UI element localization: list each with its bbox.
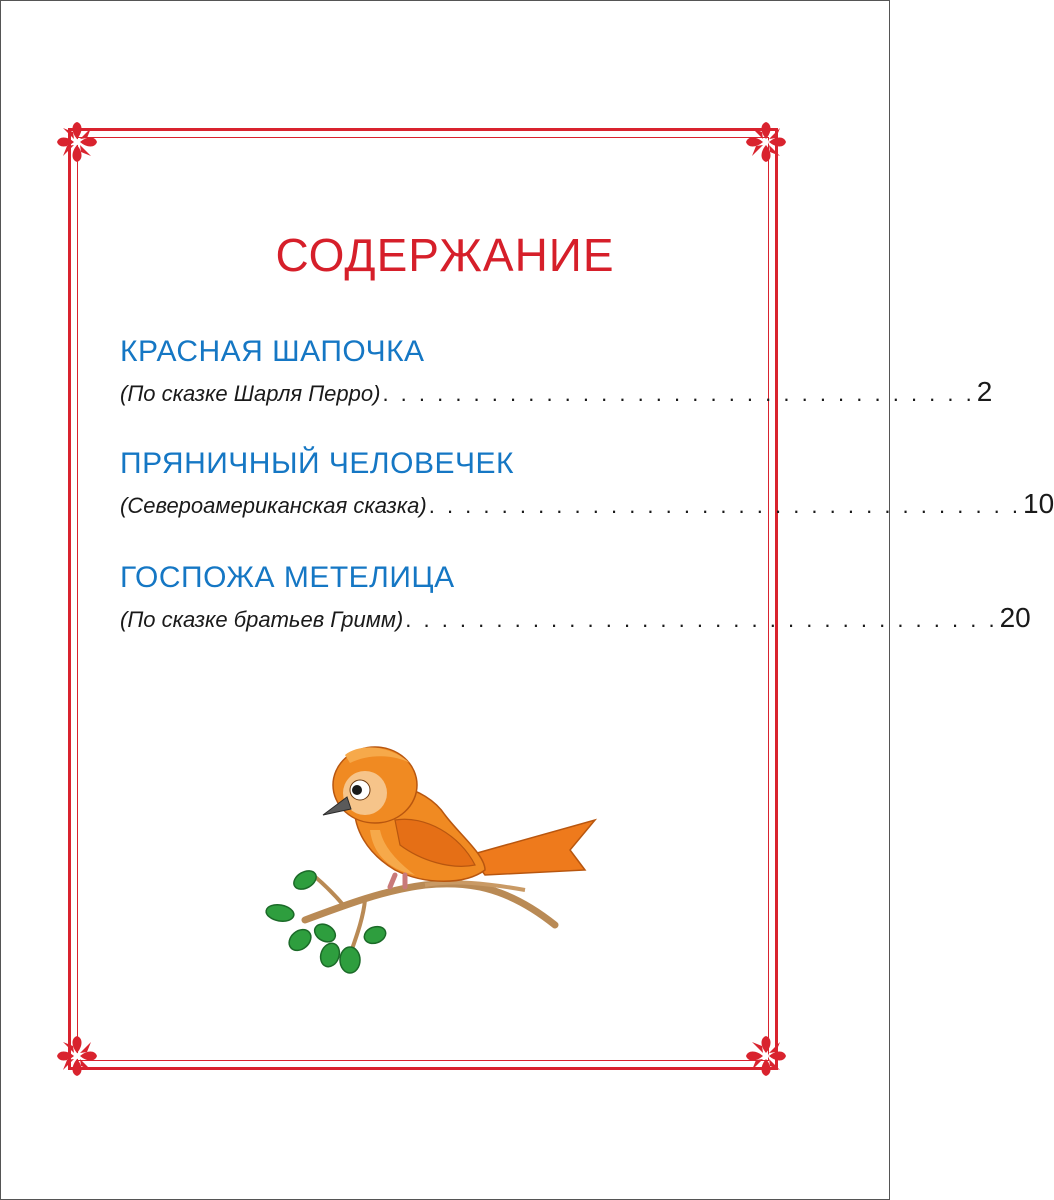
toc-entry[interactable] (120, 560, 1031, 634)
toc-entry-title: КРАСНАЯ ШАПОЧКА (120, 335, 425, 368)
dot-leader: . . . . . . . . . . . . . . . . . . . . . . . . . . . . . . . . . (405, 607, 998, 632)
toc-entry-page-number: 20 (999, 602, 1031, 633)
toc-entry[interactable] (120, 446, 1054, 520)
flower-ornament-icon (744, 120, 788, 164)
toc-entry-title: ГОСПОЖА МЕТЕЛИЦА (120, 561, 455, 594)
dot-leader: . . . . . . . . . . . . . . . . . . . . . . . . . . . . . . . . . (382, 381, 975, 406)
flower-ornament-icon (55, 1034, 99, 1078)
page-title: СОДЕРЖАНИЕ (275, 229, 615, 281)
toc-entry-title: ПРЯНИЧНЫЙ ЧЕЛОВЕЧЕК (120, 447, 514, 480)
flower-ornament-icon (744, 1034, 788, 1078)
bird-on-branch-illustration (255, 735, 615, 985)
toc-entry-subtitle: (По сказке Шарля Перро) (120, 381, 381, 406)
toc-entry-subtitle: (По сказке братьев Гримм) (120, 607, 404, 632)
dot-leader: . . . . . . . . . . . . . . . . . . . . . . . . . . . . . . . . . (428, 493, 1022, 518)
flower-ornament-icon (55, 120, 99, 164)
toc-entry-page-number: 10 (1023, 488, 1054, 519)
toc-entry-subtitle: (Североамериканская сказка) (120, 493, 427, 518)
toc-entry-page-number: 2 (976, 376, 993, 407)
toc-entry[interactable] (120, 334, 993, 408)
